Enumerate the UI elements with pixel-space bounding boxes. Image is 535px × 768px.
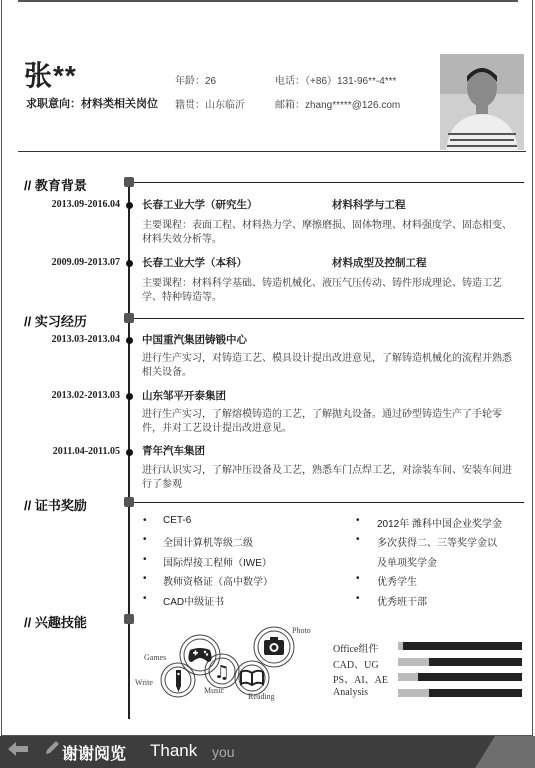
award-item: 2012年 潍科中国企业奖学金 [377,519,503,530]
intern-date: 2013.03-2013.04 [51,334,120,345]
job-intent: 求职意向：材料类相关岗位 [26,98,158,110]
skill-bar-fill [429,689,522,697]
cert-item: 教师资格证（高中数学） [163,577,273,588]
edu-courses: 主要课程：表面工程、材料热力学、摩擦磨损、固体物理、材料强度学、固态相变、材料失效分析等。 [142,220,512,245]
age-field: 年龄：26 [175,76,217,87]
award-bullet: • [356,573,360,584]
edu-major: 材料科学与工程 [332,199,406,211]
hobby-games-label: Games [144,653,167,662]
header-divider [18,151,526,152]
timeline-dot [126,449,133,456]
section-marker [124,313,134,323]
camera-icon [264,637,284,655]
award-bullet: • [356,593,360,604]
hobby-music-label: Music [204,686,224,695]
edu-school: 长春工业大学（研究生） [142,199,258,211]
edu-date: 2013.09-2016.04 [51,199,120,210]
cert-item: 全国计算机等级二级 [163,538,253,549]
footer-you: you [212,744,235,760]
intern-company: 山东邹平开泰集团 [142,390,226,402]
timeline-dot [126,260,133,267]
section-rule [134,182,524,183]
skill-bar [398,689,522,697]
section-rule [134,502,524,503]
section-title-education: // 教育背景 [24,178,87,193]
award-item: 优秀学生 [377,577,417,588]
award-bullet: • [356,515,360,526]
cert-bullet: • [143,534,147,545]
cert-bullet: • [143,515,147,526]
cert-bullet: • [143,573,147,584]
award-item: 多次获得二、三等奖学金以 [377,538,497,549]
section-title-hobbies: // 兴趣技能 [24,615,87,630]
cert-item: 国际焊接工程师（IWE） [163,558,272,569]
edu-school: 长春工业大学（本科） [142,257,247,269]
back-arrow-icon[interactable] [8,742,28,756]
hobby-photo-label: Photo [292,626,311,635]
edu-date: 2009.09-2013.07 [51,257,120,268]
skill-bar-fill [403,642,522,650]
cert-item: CAD中级证书 [163,597,225,608]
skill-bar-fill [429,658,522,666]
skill-bar-fill [418,673,522,681]
intern-company: 青年汽车集团 [142,445,205,457]
timeline-dot [126,202,133,209]
skill-bar [398,642,522,650]
edu-major: 材料成型及控制工程 [332,257,427,269]
profile-photo [440,54,524,150]
section-title-certificates: // 证书奖励 [24,498,87,513]
book-icon [241,671,263,685]
hometown-field: 籍贯：山东临沂 [175,100,245,111]
intern-desc: 进行认识实习，了解冲压设备及工艺，熟悉车门点焊工艺，对涂装车间、安装车间进行了参观 [142,465,512,490]
pen-icon [176,670,181,692]
section-title-internship: // 实习经历 [24,314,87,329]
top-rule [18,0,518,2]
intern-company: 中国重汽集团铸锻中心 [142,334,247,346]
section-marker [124,497,134,507]
timeline-dot [126,393,133,400]
skill-label: CAD、UG [333,660,379,671]
music-icon: ♫ [213,662,231,683]
cert-bullet: • [143,593,147,604]
skill-bar [398,673,522,681]
phone-field: 电话：（+86）131-96**-4*** [275,76,397,87]
timeline-dot [126,337,133,344]
footer-thanks: 谢谢阅览 [62,746,127,763]
skill-label: Analysis [333,687,368,698]
candidate-name: 张** [24,60,77,91]
intern-date: 2011.04-2011.05 [52,446,120,457]
skill-label: Office组件 [333,644,379,655]
hobby-reading-label: Reading [248,692,275,701]
edu-courses: 主要课程：材料科学基础、铸造机械化、液压气压传动、铸件形成理论、铸造工艺学、特种铸造等。 [142,278,502,303]
intern-desc: 进行生产实习，对铸造工艺、模具设计提出改进意见，了解铸造机械化的流程并熟悉相关设备。 [142,353,512,378]
hobby-write-label: Write [135,678,153,687]
award-item: 优秀班干部 [377,597,427,608]
email-field: 邮箱：zhang*****@126.com [275,100,401,111]
award-item: 及单项奖学金 [377,558,437,569]
pencil-icon [44,740,60,756]
footer-thank: Thank [150,741,198,760]
skill-label: PS、AI、AE [333,675,389,686]
gamepad-icon [188,648,211,662]
section-marker [124,614,134,624]
intern-desc: 进行生产实习，了解熔模铸造的工艺，了解抛丸设备。通过砂型铸造生产了手轮零件，并对工艺设计提出改进意见。 [142,409,502,434]
section-rule [134,318,524,319]
section-marker [124,177,134,187]
intern-date: 2013.02-2013.03 [51,390,120,401]
cert-item: CET-6 [163,515,192,526]
hobby-icons [140,622,325,712]
award-bullet: • [356,534,360,545]
skill-bar [398,658,522,666]
cert-bullet: • [143,554,147,565]
